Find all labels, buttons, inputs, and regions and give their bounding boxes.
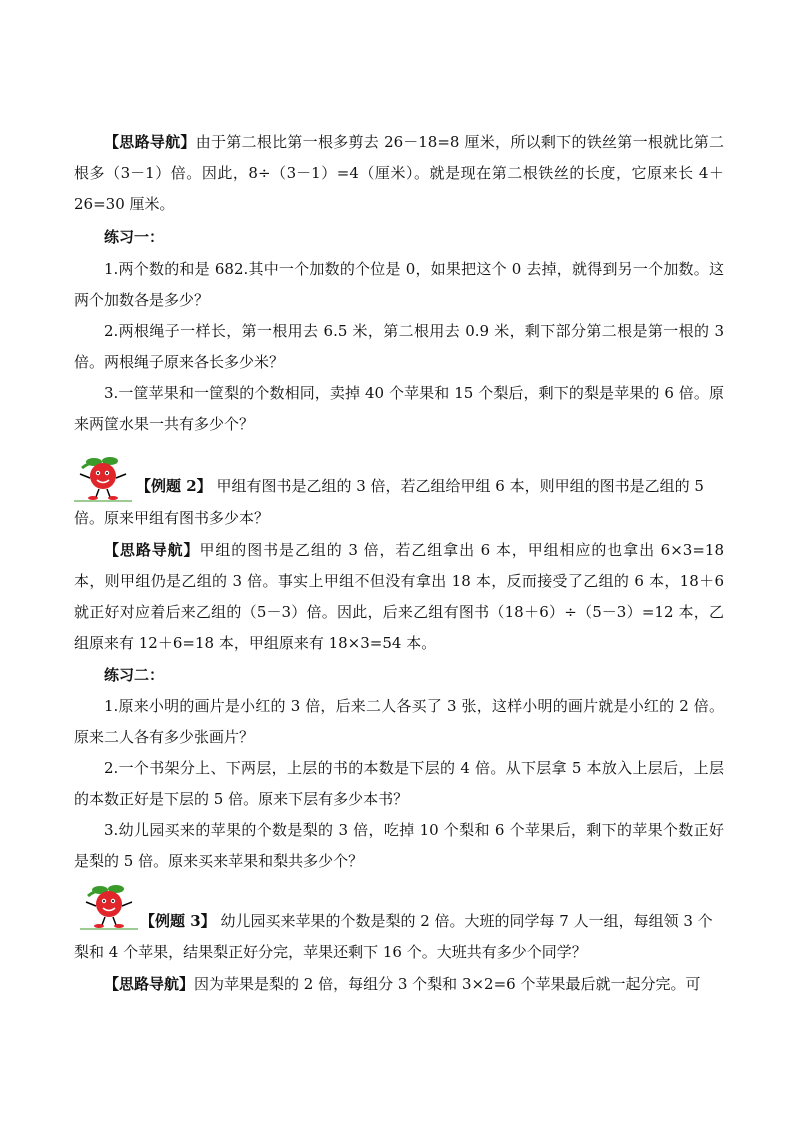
hint-paragraph-3 (74, 969, 724, 1000)
practice-title: 练习一： (104, 228, 165, 246)
practice-item: 2.两根绳子一样长，第一根用去 6.5 米，第二根用去 0.9 米，剩下部分第二根是第一根的 3 倍。两根绳子原来各长多少米？ (74, 322, 724, 371)
practice-item: 3.一筐苹果和一筐梨的个数相同，卖掉 40 个苹果和 15 个梨后，剩下的梨是苹果的 6 倍。原来两筐水果一共有多少个？ (74, 384, 724, 433)
example-label: 【例题 2】 (136, 477, 212, 495)
example-line (136, 471, 704, 502)
example-label: 【例题 3】 (140, 912, 216, 930)
practice-title: 练习二： (104, 666, 165, 684)
hint-text: 由于第二根比第一根多剪去 26－18=8 厘米，所以剩下的铁丝第一根就比第二根多（3－1）倍。因此，8÷（3－1）=4（厘米）。就是现在第二根铁丝的长度，它原来长 4＋26=30 厘米。 (74, 133, 724, 213)
hint-text: 甲组的图书是乙组的 3 倍，若乙组拿出 6 本，甲组相应的也拿出 6×3=18 本，则甲组仍是乙组的 3 倍。事实上甲组不但没有拿出 18 本，反而接受了乙组的 6 本，18＋6 就正好对应着后来乙组的（5－3）倍。因此，后来乙组有图书（18＋6）÷（5－3）=12 本，乙组原来有 12＋6=18 本，甲组原来有 18×3=54 本。 (74, 541, 724, 652)
hint-label: 【思路导航】 (104, 975, 195, 993)
hint-paragraph-2 (74, 535, 724, 659)
practice-item: 3.幼儿园买来的苹果的个数是梨的 3 倍，吃掉 10 个梨和 6 个苹果后，剩下的苹果个数正好是梨的 5 倍。原来买来苹果和梨共多少个？ (74, 821, 724, 870)
apple-mascot-icon (78, 880, 140, 930)
practice-item: 1.原来小明的画片是小红的 3 倍，后来二人各买了 3 张，这样小明的画片就是小红的 2 倍。原来二人各有多少张画片？ (74, 697, 724, 746)
example-line (140, 906, 713, 937)
practice-item: 1.两个数的和是 682.其中一个加数的个位是 0，如果把这个 0 去掉，就得到另一个加数。这两个加数各是多少？ (74, 260, 724, 309)
practice-item: 2.一个书架分上、下两层，上层的书的本数是下层的 4 倍。从下层拿 5 本放入上层后，上层的本数正好是下层的 5 倍。原来下层有多少本书？ (74, 759, 724, 808)
example-line: 倍。原来甲组有图书多少本？ (74, 509, 270, 527)
example-text: 幼儿园买来苹果的个数是梨的 2 倍。大班的同学每 7 人一组，每组领 3 个 (215, 912, 713, 930)
hint-label: 【思路导航】 (104, 133, 196, 151)
example-text: 甲组有图书是乙组的 3 倍，若乙组给甲组 6 本，则甲组的图书是乙组的 5 (211, 477, 704, 495)
apple-mascot-icon (72, 452, 134, 502)
example-line: 梨和 4 个苹果，结果梨正好分完，苹果还剩下 16 个。大班共有多少个同学？ (74, 943, 587, 961)
hint-text: 因为苹果是梨的 2 倍，每组分 3 个梨和 3×2=6 个苹果最后就一起分完。可 (194, 975, 701, 993)
hint-label: 【思路导航】 (104, 541, 200, 559)
hint-paragraph-1 (74, 127, 724, 220)
